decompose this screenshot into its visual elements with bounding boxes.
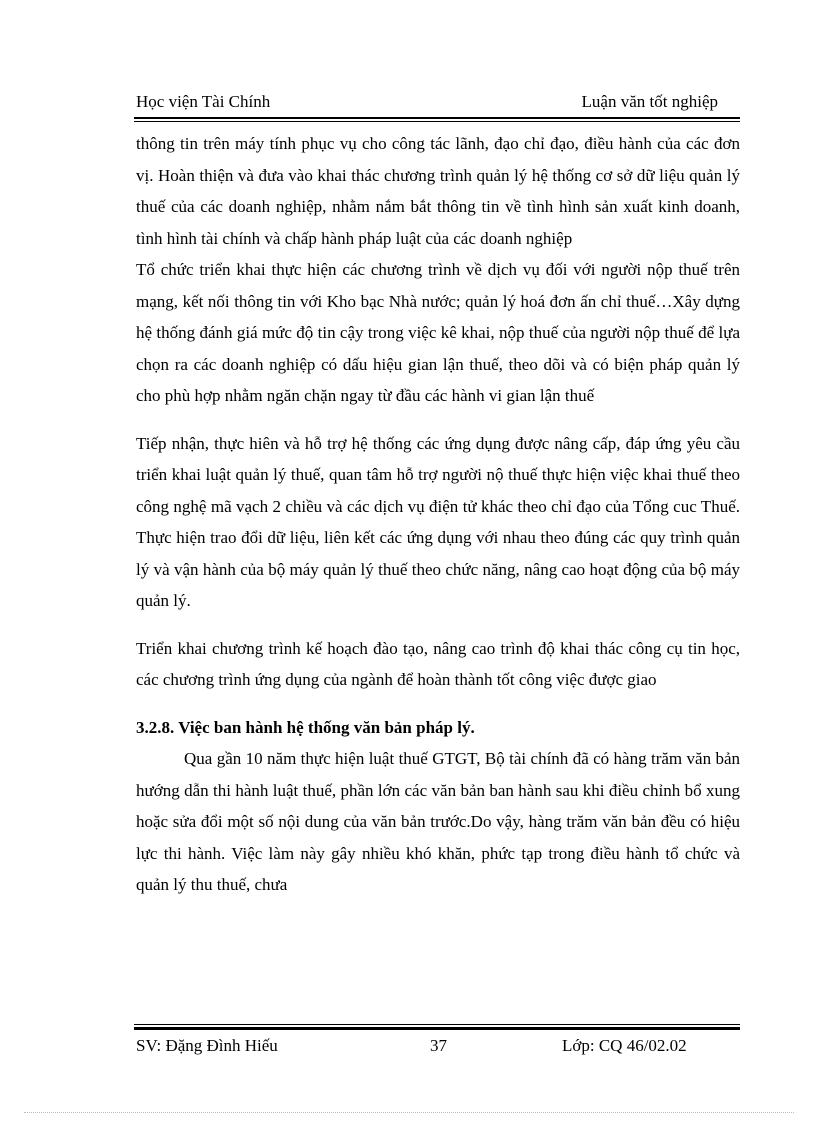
page-number: 37	[430, 1036, 447, 1055]
paragraph-2: Tổ chức triển khai thực hiện các chương trình về dịch vụ đối với người nộp thuế trên mạng, kết nối thông tin với Kho bạc Nhà nước; quản lý hoá đơn ấn chỉ thuế…Xây dựng hệ thống đánh giá mức độ tin cậy trong việc kê khai, nộp thuế của người nộp thuế để lựa chọn ra các doanh nghiệp có dấu hiệu gian lận thuế, theo dõi và có biện pháp quản lý cho phù hợp nhằm ngăn chặn ngay từ đầu các hành vi gian lận thuế	[136, 260, 740, 405]
section-heading: 3.2.8. Việc ban hành hệ thống văn bản pháp lý.	[136, 717, 475, 737]
paragraph-3: Tiếp nhận, thực hiên và hỗ trợ hệ thống các ứng dụng được nâng cấp, đáp ứng yêu cầu triển khai luật quản lý thuế, quan tâm hỗ trợ người nộ thuế thực hiện việc khai thuế theo công nghệ mã vạch 2 chiều và các dịch vụ điện tử khác theo chỉ đạo của Tổng cuc Thuế. Thực hiện trao đổi dữ liệu, liên kết các ứng dụng với nhau theo đúng các quy trình quản lý và vận hành của bộ máy quản lý thuế theo chức năng, nâng cao hoạt động của bộ máy quản lý.	[136, 433, 740, 610]
header-institution: Học viện Tài Chính	[136, 92, 271, 111]
page-edge-dots	[24, 1112, 794, 1113]
footer-rule	[134, 1027, 740, 1030]
paragraph-1: thông tin trên máy tính phục vụ cho công tác lãnh, đạo chỉ đạo, điều hành của các đơn vị. Hoàn thiện và đưa vào khai thác chương trình quản lý hệ thống cơ sở dữ liệu quản lý thuế của các doanh nghiệp, nhằm nắm bắt thông tin về tình hình sản xuất kinh doanh, tình hình tài chính và chấp hành pháp luật của các doanh nghiệp	[136, 134, 740, 248]
page-header	[136, 92, 740, 116]
footer-rule-thin	[134, 1024, 740, 1025]
footer-class: Lớp: CQ 46/02.02	[562, 1036, 687, 1055]
header-rule	[134, 117, 740, 119]
footer-student: SV: Đặng Đình Hiếu	[136, 1036, 278, 1055]
header-rule-thin	[134, 121, 740, 122]
body-text	[136, 128, 740, 901]
paragraph-4: Triển khai chương trình kế hoạch đào tạo, nâng cao trình độ khai thác công cụ tin học, các chương trình ứng dụng của ngành để hoàn thành tốt công việc được giao	[136, 638, 740, 689]
header-doc-type: Luận văn tốt nghiệp	[581, 92, 718, 111]
paragraph-5: Qua gần 10 năm thực hiện luật thuế GTGT, Bộ tài chính đã có hàng trăm văn bản hướng dẫn thi hành luật thuế, phần lớn các văn bản ban hành sau khi điều chỉnh bổ xung hoặc sửa đổi một số nội dung của văn bản trước.Do vậy, hàng trăm văn bản đều có hiệu lực thi hành. Việc làm này gây nhiều khó khăn, phức tạp trong điều hành tổ chức và quản lý thu thuế, chưa	[136, 749, 740, 894]
